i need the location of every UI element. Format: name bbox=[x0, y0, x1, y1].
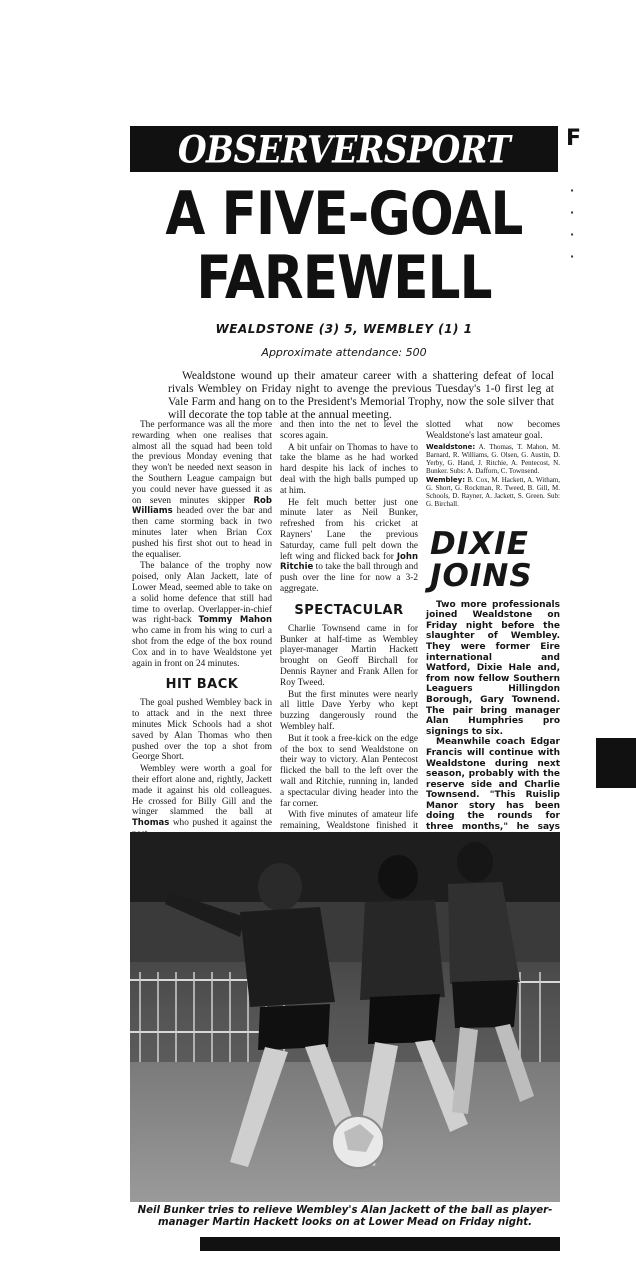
attendance-note: Approximate attendance: 500 bbox=[261, 346, 427, 359]
col2-paragraph-4: Charlie Townsend came in for Bunker at half-time as Wembley player-manager Martin Hackett brought on Geoff Birchall for Dennis Rayner and Frank Allen for Roy Tweed. bbox=[280, 623, 418, 688]
player-name: Tommy Mahon bbox=[198, 615, 272, 626]
margin-glyph: · bbox=[570, 228, 575, 241]
football-match-photo bbox=[130, 832, 560, 1202]
text-run: The performance was all the more rewarding when one realises that almost all the squad had been told the previous Monday evening that they won't be needed next season in the Southern League campaign but you could never have guessed it as on seven minutes skipper bbox=[132, 420, 272, 506]
text-run: to take the ball through and push over the line for now a 3-2 aggregate. bbox=[280, 562, 418, 594]
text-run: Wembley were worth a goal for their effort alone and, rightly, Jackett made it against his old colleagues. He crossed for Billy Gill and the winger slammed the ball at bbox=[132, 764, 272, 818]
adjacent-column-letter: F bbox=[566, 126, 582, 151]
player-name: John Ritchie bbox=[280, 551, 418, 573]
text-run: He felt much better just one minute later as Neil Bunker, refreshed from his cricket at Rayners' Lane the previous Saturday, came full pelt down the left wing and flicked back for bbox=[280, 497, 418, 562]
col1-paragraph-4 bbox=[132, 764, 272, 840]
adjacent-column-block bbox=[596, 738, 636, 788]
dixie-joins-headline bbox=[426, 525, 560, 594]
margin-glyph: · bbox=[570, 250, 575, 263]
subhead-spectacular: SPECTACULAR bbox=[294, 602, 404, 618]
col2-paragraph-3 bbox=[280, 498, 418, 595]
lineup-wealdstone bbox=[426, 443, 560, 475]
margin-glyph: · bbox=[570, 184, 575, 197]
article-column-3 bbox=[426, 420, 560, 854]
next-article-headline-strip bbox=[200, 1237, 560, 1251]
football-match-photo-icon bbox=[130, 832, 560, 1202]
team-name: Wembley: bbox=[426, 475, 466, 484]
col2-paragraph-5: But the first minutes were nearly all little Dave Yerby who kept buzzing dangerously round the Wembley half. bbox=[280, 689, 418, 732]
adjacent-column-fragments bbox=[570, 180, 584, 268]
dixie-headline-line-1: DIXIE bbox=[430, 525, 529, 562]
dixie-paragraph-2: Meanwhile coach Edgar Francis will continue with Wealdstone during next season, probably with the reserve side and Charlie Townsend. "This Ruislip Manor story has been doing the rounds for three months," he says bbox=[426, 737, 560, 833]
col1-paragraph-1 bbox=[132, 420, 272, 560]
headline-line-1: A FIVE-GOAL bbox=[165, 179, 523, 249]
col1-paragraph-3: The goal pushed Wembley back in to attack and in the next three minutes Mick Schools had a shot saved by Alan Thomas who then pushed over the top a shot from George Short. bbox=[132, 698, 272, 763]
dixie-headline-line-2: JOINS bbox=[430, 557, 533, 594]
match-score: WEALDSTONE (3) 5, WEMBLEY (1) 1 bbox=[215, 322, 473, 336]
col2-paragraph-1: and then into the net to level the scores again. bbox=[280, 420, 418, 441]
col3-paragraph-1: slotted what now becomes Wealdstone's last amateur goal. bbox=[426, 420, 560, 441]
lineup-wembley bbox=[426, 476, 560, 508]
dixie-joins-body bbox=[426, 600, 560, 854]
col2-paragraph-6: But it took a free-kick on the edge of the box to send Wealdstone on their way to victory. Alan Pentecost flicked the ball to the left over the wall and Ritchie, running in, landed a spectacular diving header into the far corner. bbox=[280, 733, 418, 809]
col1-paragraph-2 bbox=[132, 561, 272, 669]
team-players: B. Cox, M. Hackett, A. Witham, G. Short, G. Rockman, R. Tweed, B. Gill, M. Schools, D. Rayner, A. Jackett, S. Green. Sub: G. Birchall. bbox=[426, 475, 560, 508]
article-column-2 bbox=[280, 420, 418, 876]
text-run: who pushed it against the bbox=[172, 818, 272, 829]
photo-caption: Neil Bunker tries to relieve Wembley's Alan Jackett of the ball as player-manager Martin Hackett looks on at Lower Mead on Friday night. bbox=[137, 1205, 553, 1228]
masthead-banner bbox=[130, 126, 558, 172]
player-name: Rob Williams bbox=[132, 495, 272, 517]
text-run: headed over the bar and then came storming back in two minutes later when Brian Cox pushed his first shot out to head in the equaliser. bbox=[132, 506, 272, 560]
col2-paragraph-2: A bit unfair on Thomas to have to take the blame as he had worked hard despite his lack of inches to deal with the high balls pumped up at him. bbox=[280, 442, 418, 496]
text-run: The balance of the trophy now poised, only Alan Jackett, late of Lower Mead, seemed able to take on a solid home defence that still had time to overlap. Overlapper-in-chief was right-back bbox=[132, 561, 272, 626]
headline-line-2: FAREWELL bbox=[196, 243, 492, 313]
text-run: With five minutes of amateur life remaining, Wealdstone finished it bbox=[280, 810, 418, 832]
article-column-1 bbox=[132, 420, 272, 841]
margin-glyph: · bbox=[570, 206, 575, 219]
intro-paragraph: Wealdstone wound up their amateur career with a shattering defeat of local rivals Wembley on Friday night to avenge the previous Tuesday's 1-0 first leg at Vale Farm and hang on to the President's Memorial Trophy, now the sole silver that will decorate the top table at the annual meeting. bbox=[168, 370, 554, 421]
team-name: Wealdstone: bbox=[426, 442, 476, 451]
subhead-hit-back: HIT BACK bbox=[165, 677, 239, 693]
text-run: who came in from his wing to curl a shot from the edge of the box round Cox and in to have Wealdstone yet again in front on 24 minutes. bbox=[132, 626, 272, 669]
team-players: A. Thomas, T. Mahon, M. Barnard, R. Williams, G. Olsen, G. Austin, D. Yerby, G. Hand, J. Ritchie, A. Pentecost, N. Bunker. Subs: A. Dafforn, C. Townsend. bbox=[426, 442, 560, 475]
dixie-paragraph-1: Two more professionals joined Wealdstone on Friday night before the slaughter of Wembley. They were former Eire international and Watford, Dixie Hale and, from now fellow Southern Leaguers Hillingdon Borough, Gary Townend. The pair bring manager Alan Humphries pro signings to six. bbox=[426, 599, 560, 737]
player-name: Thomas bbox=[132, 818, 170, 829]
masthead-title: OBSERVERSPORT bbox=[177, 128, 511, 172]
